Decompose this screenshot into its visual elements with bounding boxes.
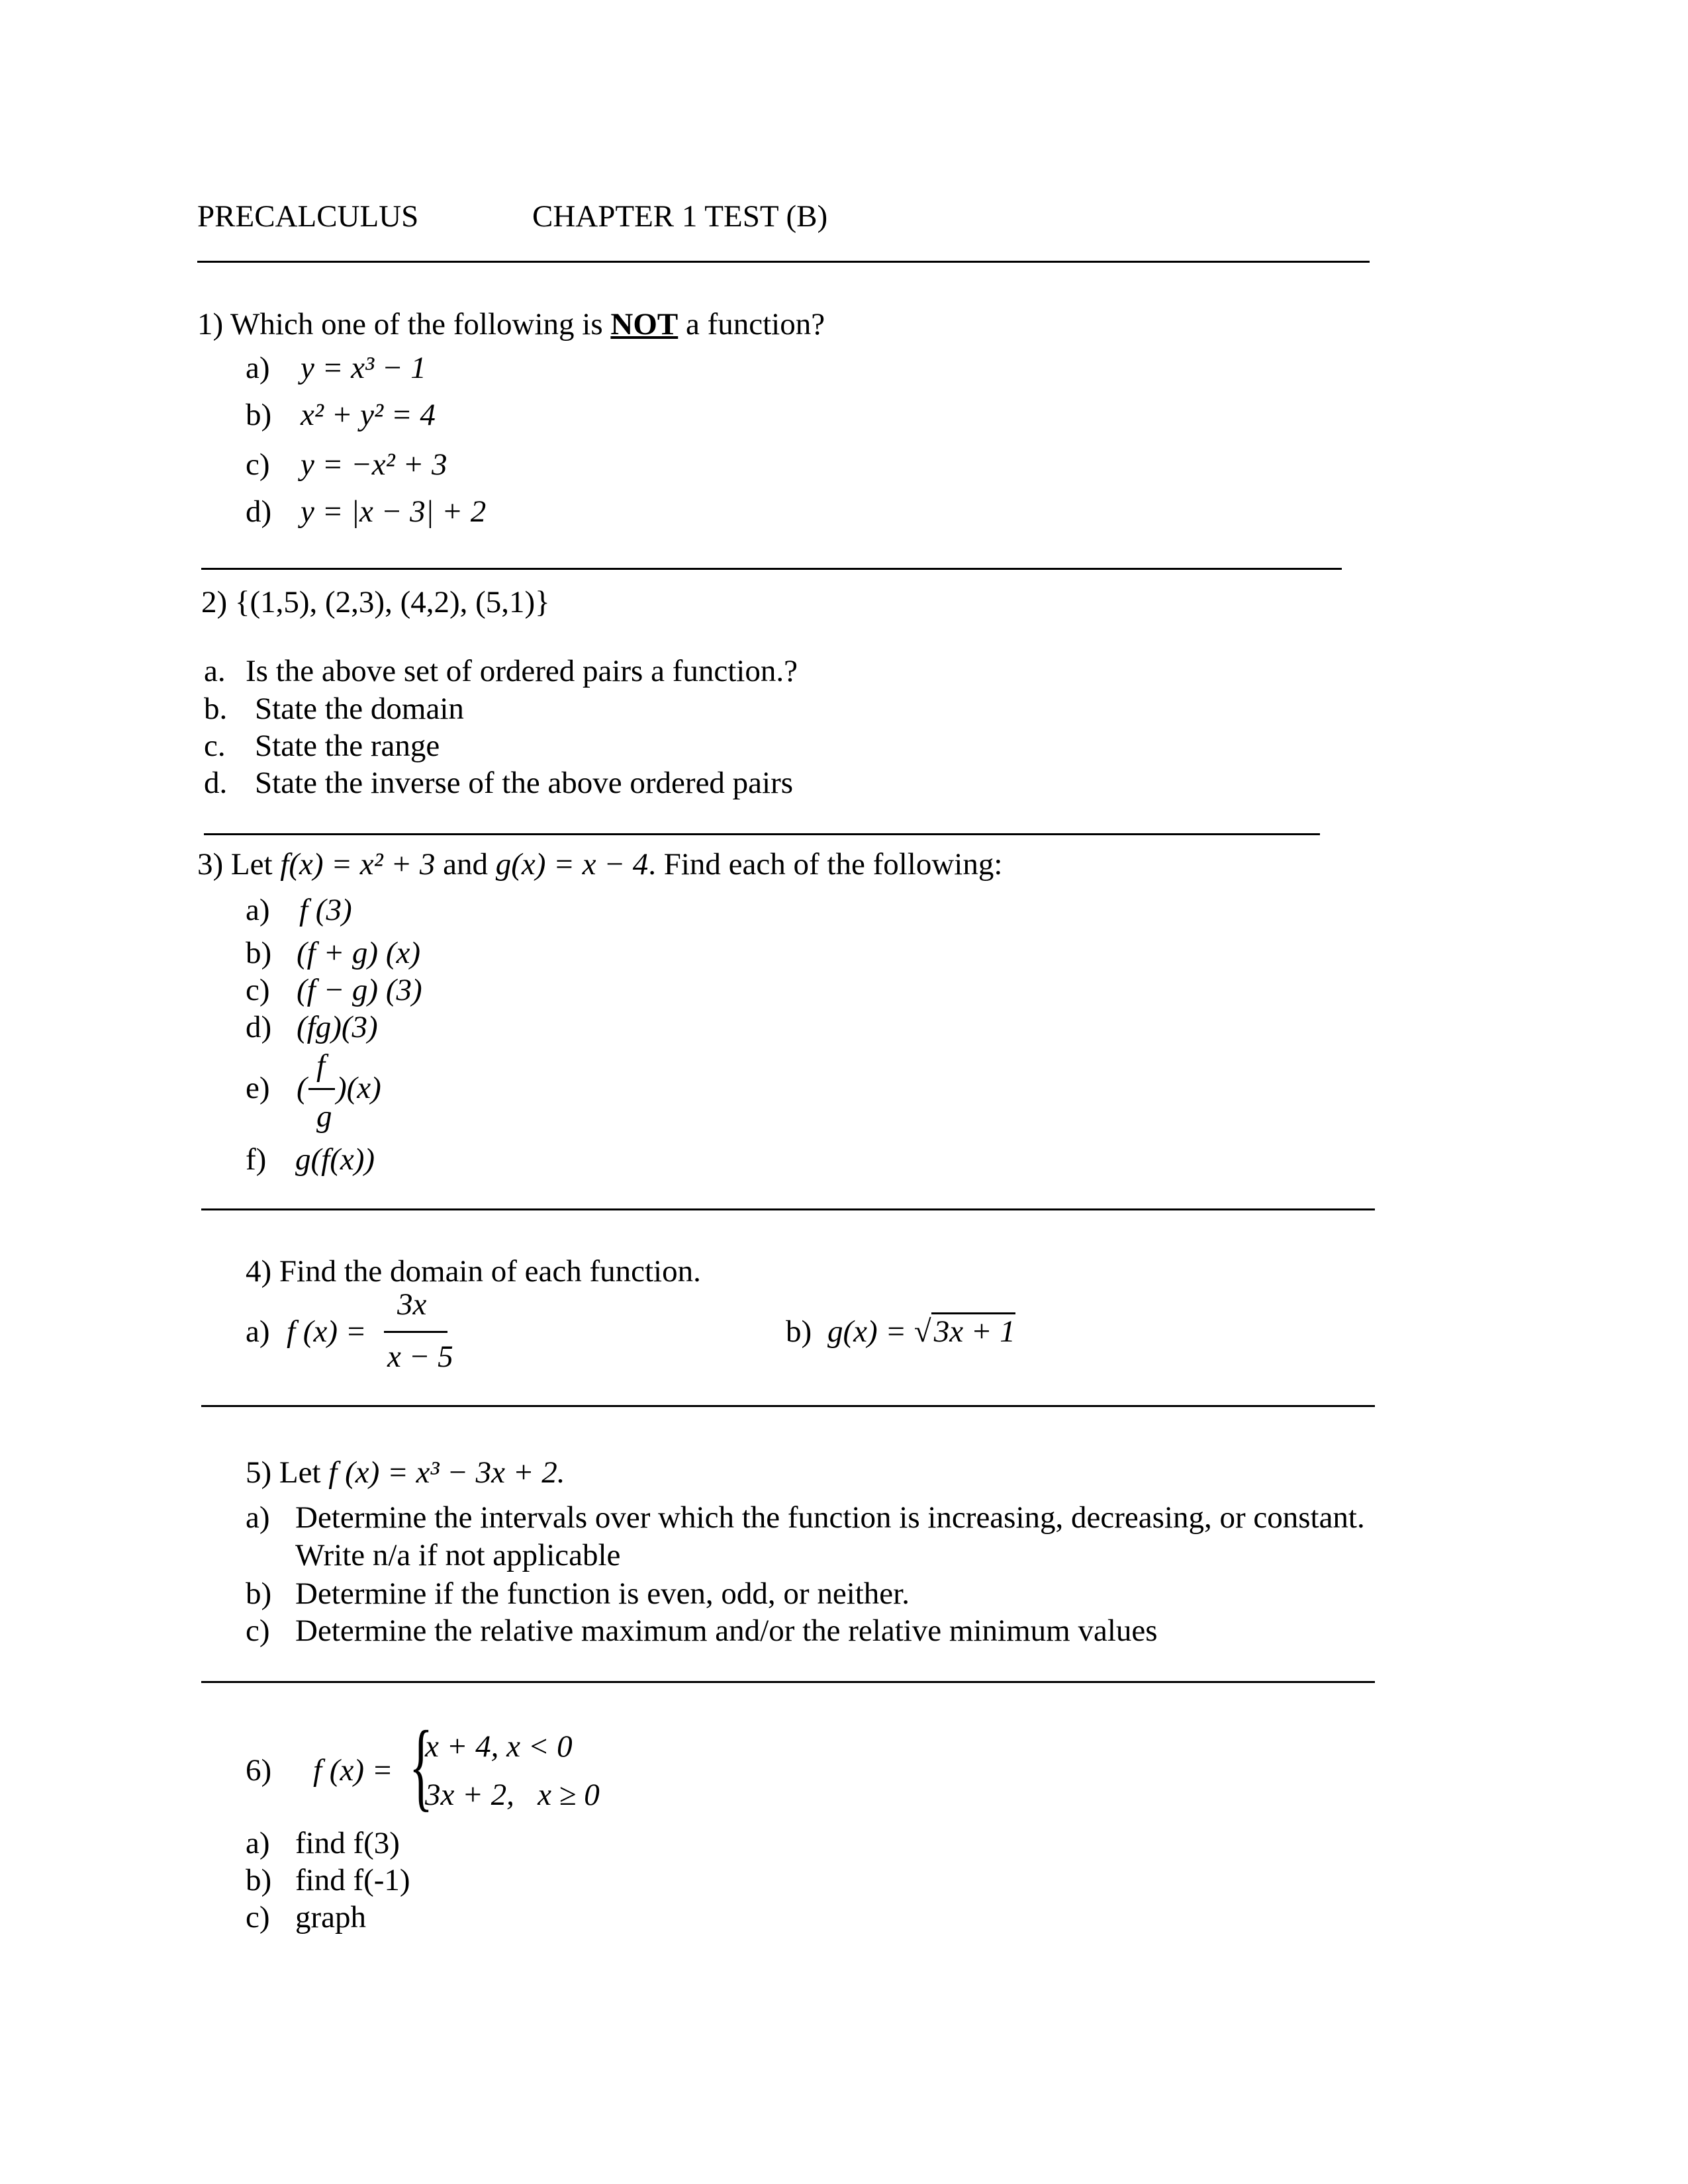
q6-case-1: x + 4, x < 0 <box>425 1729 573 1764</box>
q2-part-label: b. <box>204 692 228 726</box>
q1-option-expr: y = −x² + 3 <box>301 447 447 482</box>
q5-expr: f (x) = x³ − 3x + 2. <box>328 1455 565 1490</box>
fraction-bar <box>384 1331 447 1333</box>
q2-part-text: State the inverse of the above ordered pairs <box>255 766 794 800</box>
q1-option-expr: y = x³ − 1 <box>301 351 426 385</box>
q1-option-expr: y = |x − 3| + 2 <box>301 494 487 529</box>
q4b-expr <box>827 1313 1015 1350</box>
q6-part-label: c) <box>246 1900 270 1934</box>
q3-g-def: g(x) = x − 4 <box>495 847 649 882</box>
fraction-bar <box>308 1088 335 1090</box>
q4a-denominator: x − 5 <box>387 1340 453 1374</box>
q5-part-text: Determine the intervals over which the function is increasing, decreasing, or constant. <box>295 1500 1365 1535</box>
q5-part-label: c) <box>246 1614 270 1648</box>
q3-part-expr: (f + g) (x) <box>297 936 420 970</box>
q2-part-label: a. <box>204 654 226 688</box>
q5-part-label: b) <box>246 1576 272 1611</box>
q6-part-label: b) <box>246 1863 272 1897</box>
q4a-lhs: f (x) = <box>287 1314 367 1349</box>
q3-part-expr: f (3) <box>299 893 352 927</box>
q1-option-label: d) <box>246 494 272 529</box>
q1-option-expr: x² + y² = 4 <box>301 398 436 432</box>
q1-option-label: b) <box>246 398 272 432</box>
question-5 <box>246 1454 565 1491</box>
q5-part-text: Determine the relative maximum and/or the relative minimum values <box>295 1614 1158 1648</box>
q6-lhs: f (x) = <box>313 1753 393 1788</box>
q3-and: and <box>435 847 496 882</box>
q1-option-label: c) <box>246 447 270 482</box>
q3-part-close: )(x) <box>336 1071 381 1105</box>
q4b-radicand: 3x + 1 <box>931 1312 1015 1349</box>
q3-part-label: b) <box>246 936 272 970</box>
q2-part-label: c. <box>204 729 226 763</box>
q2-part-text: State the range <box>255 729 440 763</box>
q3-part-label: f) <box>246 1142 267 1177</box>
question-6-number: 6) <box>246 1753 272 1788</box>
q1-emphasis: NOT <box>610 307 679 341</box>
divider <box>201 1405 1375 1407</box>
q3-fraction-denominator: g <box>316 1099 332 1134</box>
divider <box>204 833 1320 835</box>
q3-part-expr: (fg)(3) <box>297 1010 378 1044</box>
q3-part-open: ( <box>297 1071 307 1105</box>
q3-f-def: f(x) = x² + 3 <box>280 847 436 882</box>
q3-lead: 3) Let <box>197 847 281 882</box>
course-name: PRECALCULUS <box>197 199 419 234</box>
q4b-label: b) <box>786 1314 812 1349</box>
q3-tail: . Find each of the following: <box>648 847 1003 882</box>
q3-part-label: c) <box>246 973 270 1007</box>
q3-part-label: e) <box>246 1071 270 1105</box>
question-1 <box>197 306 825 343</box>
q5-part-text: Determine if the function is even, odd, or neither. <box>295 1576 910 1611</box>
q6-part-text: find f(3) <box>295 1826 400 1860</box>
divider <box>201 1681 1375 1683</box>
q5-lead: 5) Let <box>246 1455 329 1490</box>
q4b-lhs: g(x) = √ <box>827 1314 931 1349</box>
q3-part-label: d) <box>246 1010 272 1044</box>
test-title: CHAPTER 1 TEST (B) <box>532 199 828 234</box>
divider <box>201 568 1342 570</box>
q1-suffix: a function? <box>678 307 825 341</box>
q6-part-text: graph <box>295 1900 367 1934</box>
q1-option-label: a) <box>246 351 270 385</box>
q1-prefix: 1) Which one of the following is <box>197 307 611 341</box>
q2-part-text: Is the above set of ordered pairs a function.? <box>246 654 798 688</box>
q2-part-text: State the domain <box>255 692 464 726</box>
q3-part-label: a) <box>246 893 270 927</box>
q3-part-expr: (f − g) (3) <box>297 973 422 1007</box>
q5-part-text: Write n/a if not applicable <box>295 1538 621 1572</box>
q3-fraction-numerator: f <box>316 1048 326 1083</box>
q6-case-2: 3x + 2, x ≥ 0 <box>425 1778 600 1812</box>
q4a-numerator: 3x <box>397 1287 427 1322</box>
question-3 <box>197 846 1002 883</box>
piecewise-brace: { <box>409 1711 433 1821</box>
q6-part-label: a) <box>246 1826 270 1860</box>
q5-part-label: a) <box>246 1500 270 1535</box>
divider <box>197 261 1370 263</box>
question-4: 4) Find the domain of each function. <box>246 1254 701 1289</box>
q4a-label: a) <box>246 1314 270 1349</box>
q3-part-expr: g(f(x)) <box>295 1142 375 1177</box>
divider <box>201 1208 1375 1210</box>
q6-part-text: find f(-1) <box>295 1863 410 1897</box>
question-2-set: 2) {(1,5), (2,3), (4,2), (5,1)} <box>201 585 550 619</box>
q2-part-label: d. <box>204 766 228 800</box>
